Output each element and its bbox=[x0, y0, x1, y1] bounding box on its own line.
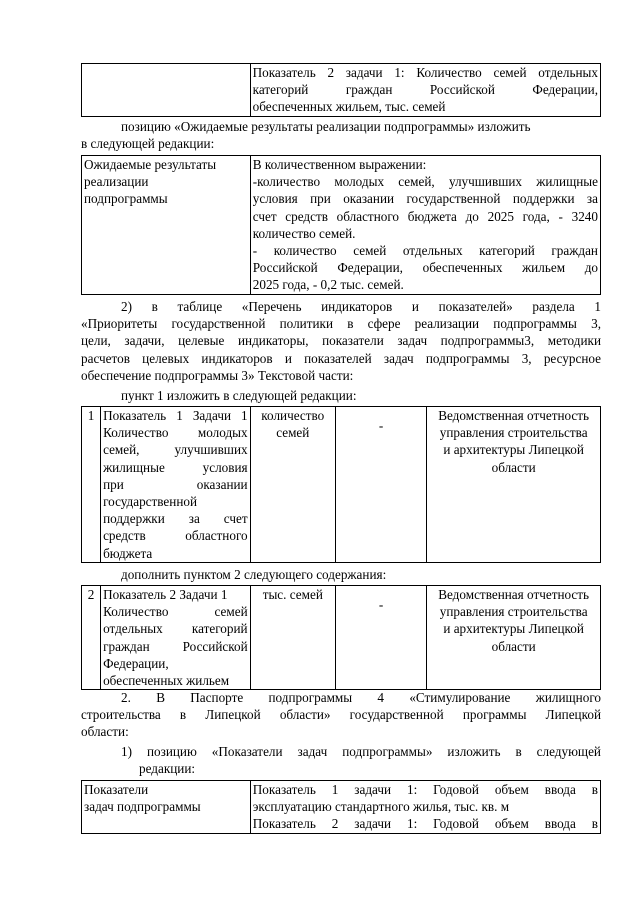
cell-line: управления строительства bbox=[439, 604, 588, 620]
text-line: строительства в Липецкой области» государственной программы Липецкой bbox=[81, 707, 601, 723]
text-line: «Приоритеты государственной политики в сфере реализации подпрограммы 3, bbox=[81, 316, 601, 332]
value-cell: - bbox=[335, 407, 426, 563]
cell-line: категорий граждан Российской Федерации, bbox=[252, 82, 598, 98]
cell-line: Показатель 1 Задачи 1 bbox=[103, 408, 248, 423]
cell-line: жилищные условия bbox=[103, 459, 248, 475]
paragraph-expected-results bbox=[81, 118, 601, 152]
cell-line: и архитектуры Липецкой bbox=[443, 442, 584, 458]
cell-line: задач подпрограммы bbox=[84, 799, 201, 815]
cell-line: эксплуатацию стандартного жилья, тыс. кв. м bbox=[252, 799, 510, 815]
cell-line: Показатели bbox=[84, 782, 149, 797]
cell-line: счет средств областного бюджета до 2025 года, - 3240 bbox=[252, 208, 598, 224]
text-line: позицию «Ожидаемые результаты реализации подпрограммы» изложить bbox=[121, 119, 531, 134]
text-line: пункт 1 изложить в следующей редакции: bbox=[121, 388, 357, 403]
indicators-table-fragment bbox=[81, 63, 601, 117]
cell-line: Показатель 2 Задачи 1 bbox=[103, 587, 228, 602]
unit-cell bbox=[250, 407, 335, 563]
text-line: редакции: bbox=[139, 761, 196, 777]
table-cell-indicator-2 bbox=[250, 64, 600, 117]
task-indicators-table bbox=[81, 780, 601, 834]
indicator-name-cell bbox=[101, 407, 251, 563]
cell-line: и архитектуры Липецкой bbox=[443, 621, 584, 637]
cell-line: Ведомственная отчетность bbox=[438, 408, 590, 423]
text-line: обеспечение подпрограммы 3» Текстовой части: bbox=[81, 367, 354, 383]
text-line: области: bbox=[81, 724, 129, 740]
cell-line: области bbox=[491, 638, 536, 654]
cell-line: условия при оказании государственной поддержки за bbox=[252, 191, 598, 207]
indicator-row-2-table bbox=[81, 585, 601, 690]
cell-line: Российской Федерации, обеспеченных жильем до bbox=[252, 260, 598, 276]
cell-line: области bbox=[491, 459, 536, 475]
cell-line: обеспеченных жильем bbox=[103, 673, 230, 689]
cell-line: Ожидаемые результаты bbox=[84, 157, 217, 172]
indicator-name-cell bbox=[101, 586, 251, 690]
cell-line: Показатель 2 задачи 1: Количество семей отдельных bbox=[252, 65, 598, 80]
cell-line: семей, улучшивших bbox=[103, 442, 248, 458]
cell-line: количество семей. bbox=[252, 225, 356, 241]
cell-line: 2025 года, - 0,2 тыс. семей. bbox=[252, 277, 404, 293]
text-line: дополнить пунктом 2 следующего содержания: bbox=[121, 567, 387, 582]
paragraph-item-1 bbox=[121, 387, 601, 404]
cell-line: поддержки за счет bbox=[103, 511, 248, 527]
cell-line: Количество молодых bbox=[103, 425, 248, 441]
cell-line: Показатель 2 задачи 1: Годовой объем ввода в bbox=[252, 816, 598, 832]
value-cell: - bbox=[335, 586, 426, 690]
text-line: 2. В Паспорте подпрограммы 4 «Стимулирование жилищного bbox=[121, 690, 601, 705]
text-line: цели, задачи, целевые индикаторы, показатели задач подпрограммы3, методики bbox=[81, 333, 601, 349]
table-cell-label bbox=[82, 781, 251, 834]
expected-results-table bbox=[81, 155, 601, 295]
cell-line: реализации bbox=[84, 174, 149, 190]
cell-line: государственной bbox=[103, 494, 198, 510]
table-cell-value bbox=[250, 781, 600, 834]
paragraph-table-list bbox=[81, 298, 601, 384]
text-line: расчетов целевых индикаторов и показателей задач подпрограммы 3, ресурсное bbox=[81, 350, 601, 366]
indicator-row-1-table bbox=[81, 406, 601, 563]
row-number: 2 bbox=[82, 586, 101, 690]
unit-cell: тыс. семей bbox=[250, 586, 335, 690]
cell-line: обеспеченных жильем, тыс. семей bbox=[252, 99, 446, 115]
paragraph-item-2 bbox=[121, 566, 601, 583]
text-line: 1) позицию «Показатели задач подпрограммы» изложить в следующей bbox=[121, 744, 601, 759]
cell-line: отдельных категорий bbox=[103, 621, 248, 637]
row-number: 1 bbox=[82, 407, 101, 563]
table-cell-label bbox=[82, 156, 251, 295]
source-cell bbox=[427, 586, 601, 690]
source-cell bbox=[427, 407, 601, 563]
cell-line: граждан Российской bbox=[103, 638, 248, 654]
cell-line: Федерации, bbox=[103, 655, 169, 671]
cell-line: В количественном выражении: bbox=[252, 157, 427, 172]
cell-line: - количество семей отдельных категорий граждан bbox=[252, 243, 598, 259]
cell-line: при оказании bbox=[103, 476, 248, 492]
cell-line: бюджета bbox=[103, 545, 153, 561]
paragraph-indicators-position bbox=[121, 743, 601, 777]
text-line: в следующей редакции: bbox=[81, 136, 215, 152]
cell-line: управления строительства bbox=[439, 425, 588, 441]
cell-line: подпрограммы bbox=[84, 191, 168, 207]
paragraph-passport-4 bbox=[81, 689, 601, 741]
cell-line: количество bbox=[261, 408, 325, 423]
text-line: 2) в таблице «Перечень индикаторов и показателей» раздела 1 bbox=[121, 299, 601, 314]
cell-line: Ведомственная отчетность bbox=[438, 587, 590, 602]
table-cell-empty bbox=[82, 64, 251, 117]
table-cell-value bbox=[250, 156, 600, 295]
cell-line: -количество молодых семей, улучшивших жилищные bbox=[252, 174, 598, 190]
cell-line: Количество семей bbox=[103, 604, 248, 620]
cell-line: Показатель 1 задачи 1: Годовой объем ввода в bbox=[252, 782, 598, 797]
cell-line: средств областного bbox=[103, 528, 248, 544]
cell-line: семей bbox=[276, 425, 310, 441]
